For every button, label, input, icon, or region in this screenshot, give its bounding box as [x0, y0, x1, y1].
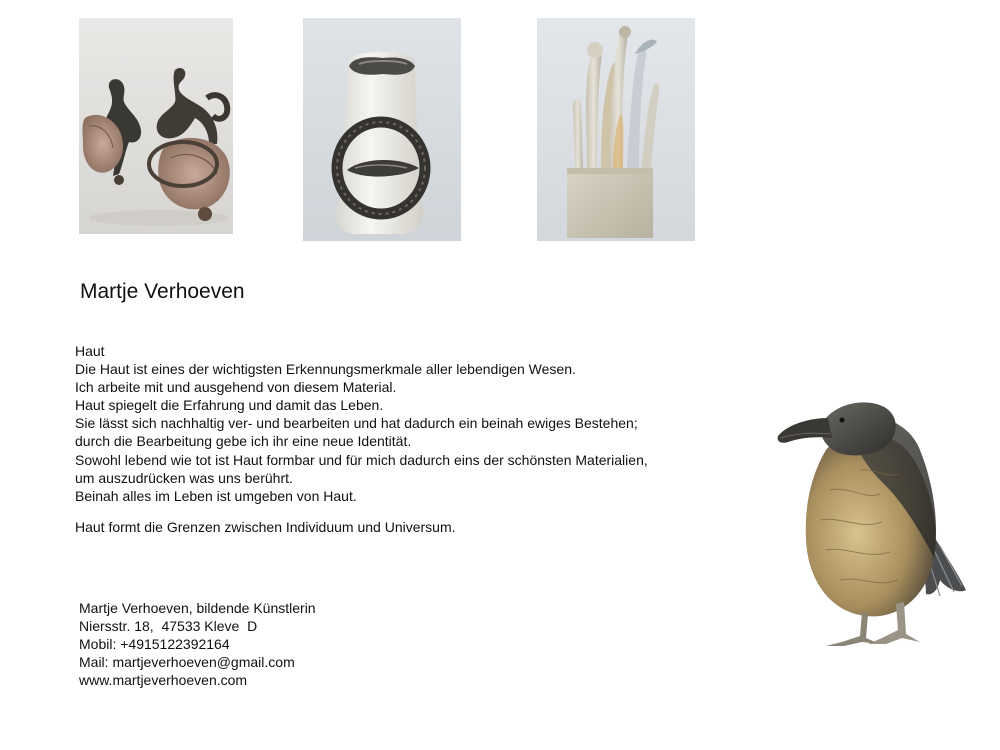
statement-line: Sowohl lebend wie tot ist Haut formbar und für mich dadurch eins der schönsten Materialien,	[75, 451, 648, 468]
ring-vessel-sculpture-icon	[303, 18, 461, 241]
statement-line: Ich arbeite mit und ausgehend von diesem Material.	[75, 379, 397, 396]
artist-statement	[75, 342, 735, 536]
contact-block	[79, 599, 316, 689]
contact-address: Niersstr. 18, 47533 Kleve D	[79, 618, 258, 635]
sculpture-photo-3	[537, 18, 695, 241]
paragraph-spacer	[75, 505, 735, 518]
statement-closing: Haut formt die Grenzen zwischen Individuum und Universum.	[75, 518, 456, 535]
contact-website[interactable]: www.martjeverhoeven.com	[79, 672, 248, 689]
standing-figures-on-block-sculpture-icon	[537, 18, 695, 241]
raven-sculpture-photo	[770, 390, 970, 652]
contact-role: Martje Verhoeven, bildende Künstlerin	[79, 600, 316, 616]
artist-name: Martje Verhoeven	[80, 280, 245, 303]
statement-line: Sie lässt sich nachhaltig ver- und bearbeiten und hat dadurch ein beinah ewiges Bestehen;	[75, 415, 638, 432]
statement-line: durch die Bearbeitung gebe ich ihr eine neue Identität.	[75, 433, 412, 450]
statement-line: Beinah alles im Leben ist umgeben von Haut.	[75, 487, 357, 504]
statement-line: Haut spiegelt die Erfahrung und damit das Leben.	[75, 397, 384, 414]
raven-sculpture-icon	[770, 390, 970, 652]
statement-heading: Haut	[75, 343, 105, 359]
statement-line: um auszudrücken was uns berührt.	[75, 469, 293, 486]
abstract-figures-sculpture-icon	[79, 18, 233, 234]
contact-mail[interactable]: Mail: martjeverhoeven@gmail.com	[79, 654, 295, 671]
sculpture-photo-2	[303, 18, 461, 241]
statement-line: Die Haut ist eines der wichtigsten Erkennungsmerkmale aller lebendigen Wesen.	[75, 361, 576, 378]
sculpture-photo-1	[79, 18, 233, 234]
contact-mobile[interactable]: Mobil: +4915122392164	[79, 636, 230, 653]
